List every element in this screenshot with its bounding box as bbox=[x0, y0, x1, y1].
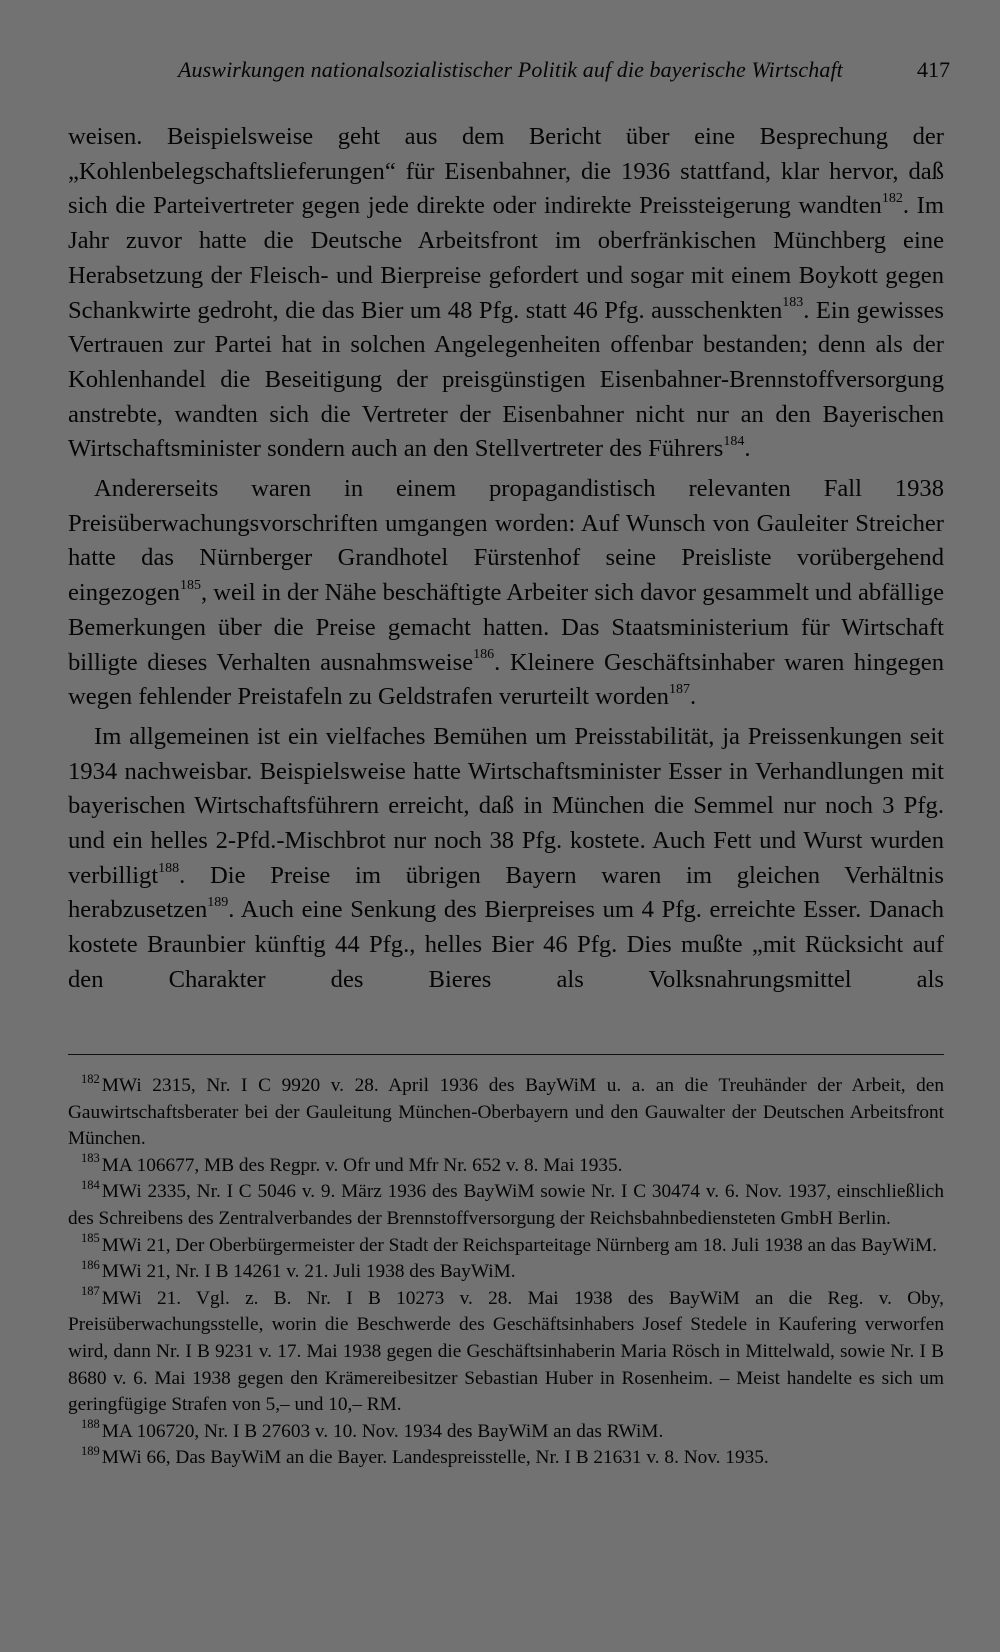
footnote-ref[interactable]: 189 bbox=[207, 895, 229, 911]
text-run: . Die Preise im übrigen Bayern waren im gleichen Verhältnis herabzusetzen bbox=[68, 861, 944, 924]
text-run: . Kleinere Geschäftsinhaber waren hingegen wegen fehlender Preistafeln zu Geldstrafen verurteilt worden bbox=[68, 648, 944, 711]
footnote-number: 184 bbox=[81, 1177, 100, 1192]
footnote-number: 183 bbox=[81, 1151, 100, 1166]
footnote-text: MWi 21. Vgl. z. B. Nr. I B 10273 v. 28. Mai 1938 des BayWiM an die Reg. v. Oby, Preisüberwachungsstelle, worin die Beschwerde des Geschäftsinhabers Josef Stedele in Kaufering verworfen wird, dann Nr. I B 9231 v. 17. Mai 1938 gegen die Geschäftsinhaberin Maria Rösch in Mittelwald, sowie Nr. I B 8680 v. 6. Mai 1938 gegen den Krämereibesitzer Sebastian Huber in Rosenheim. – Meist handelte es sich um geringfügige Strafen von 5,– und 10,– RM. bbox=[68, 1287, 944, 1416]
running-title: Auswirkungen nationalsozialistischer Politik auf die bayerische Wirtschaft bbox=[178, 57, 843, 82]
footnote-text: MA 106720, Nr. I B 27603 v. 10. Nov. 1934 des BayWiM an das RWiM. bbox=[101, 1420, 664, 1442]
footnote-number: 188 bbox=[81, 1417, 100, 1432]
footnote-text: MA 106677, MB des Regpr. v. Ofr und Mfr Nr. 652 v. 8. Mai 1935. bbox=[101, 1154, 623, 1176]
footnote-text: MWi 21, Nr. I B 14261 v. 21. Juli 1938 des BayWiM. bbox=[101, 1261, 516, 1283]
page-header bbox=[60, 52, 950, 92]
footnote-divider bbox=[68, 1054, 944, 1055]
footnote-ref[interactable]: 183 bbox=[782, 295, 804, 311]
text-run: . bbox=[689, 683, 697, 711]
footnotes bbox=[68, 1073, 944, 1472]
footnote-number: 187 bbox=[81, 1284, 100, 1299]
text-run: Andererseits waren in einem propagandistisch relevanten Fall 1938 Preisüberwachungsvorschriften umgangen worden: Auf Wunsch von Gauleiter Streicher hatte das Nürnberger Grandhotel Fürstenhof seine Preisliste vorübergehend eingezogen bbox=[68, 475, 944, 607]
footnote-ref[interactable]: 184 bbox=[723, 434, 745, 450]
text-run: , weil in der Nähe beschäftigte Arbeiter sich davor gesammelt und abfällige Bemerkungen über die Preise gemacht hatten. Das Staatsministerium für Wirtschaft billigte dieses Verhalten ausnahmsweise bbox=[68, 579, 944, 676]
page-number: 417 bbox=[917, 57, 950, 82]
footnote bbox=[68, 1233, 944, 1260]
footnote bbox=[68, 1073, 944, 1153]
body-text bbox=[68, 120, 944, 1003]
footnote-number: 182 bbox=[81, 1071, 100, 1086]
footnote bbox=[68, 1445, 944, 1472]
footnote-ref[interactable]: 185 bbox=[179, 577, 201, 593]
paragraph-3 bbox=[68, 720, 944, 998]
footnote bbox=[68, 1153, 944, 1180]
footnote bbox=[68, 1259, 944, 1286]
footnote-ref[interactable]: 186 bbox=[473, 647, 495, 663]
footnote-text: MWi 21, Der Oberbürgermeister der Stadt der Reichsparteitage Nürnberg am 18. Juli 1938 an das BayWiM. bbox=[101, 1234, 937, 1256]
text-run: . Auch eine Senkung des Bierpreises um 4 Pfg. erreichte Esser. Danach kostete Braunbier künftig 44 Pfg., helles Bier 46 Pfg. Dies mußte „mit Rücksicht auf den Charakter des Bieres als Volksnahrungsmittel als bbox=[68, 896, 944, 993]
footnote-text: MWi 66, Das BayWiM an die Bayer. Landespreisstelle, Nr. I B 21631 v. 8. Nov. 1935. bbox=[101, 1447, 769, 1469]
footnote-ref[interactable]: 188 bbox=[158, 860, 180, 876]
text-run: Im allgemeinen ist ein vielfaches Bemühen um Preisstabilität, ja Preissenkungen seit 1934 nachweisbar. Beispielsweise hatte Wirtschaftsminister Esser in Verhandlungen mit bayerischen Wirtschaftsführern erreicht, daß in München die Semmel nur noch 3 Pfg. und ein helles 2-Pfd.-Mischbrot nur noch 38 Pfg. kostete. Auch Fett und Wurst wurden verbilligt bbox=[68, 722, 944, 889]
footnote bbox=[68, 1179, 944, 1232]
text-run: . Im Jahr zuvor hatte die Deutsche Arbeitsfront im oberfränkischen Münchberg eine Herabsetzung der Fleisch- und Bierpreise gefordert und sogar mit einem Boykott gegen Schankwirte gedroht, die das Bier um 48 Pfg. statt 46 Pfg. ausschenkten bbox=[68, 192, 944, 324]
footnote-ref[interactable]: 187 bbox=[668, 682, 690, 698]
footnote bbox=[68, 1419, 944, 1446]
footnote-text: MWi 2335, Nr. I C 5046 v. 9. März 1936 des BayWiM sowie Nr. I C 30474 v. 6. Nov. 1937, einschließlich des Schreibens des Zentralverbandes der Brennstoffversorgung der Reichsbahnbediensteten GmbH Berlin. bbox=[68, 1181, 944, 1229]
footnote bbox=[68, 1286, 944, 1419]
paragraph-1 bbox=[68, 120, 944, 467]
footnote-ref[interactable]: 182 bbox=[881, 191, 903, 207]
footnote-number: 185 bbox=[81, 1231, 100, 1246]
text-run: weisen. Beispielsweise geht aus dem Bericht über eine Besprechung der „Kohlenbelegschaftslieferungen“ für Eisenbahner, die 1936 stattfand, klar hervor, daß sich die Parteivertreter gegen jede direkte oder indirekte Preissteigerung wandten bbox=[68, 123, 944, 220]
text-run: . Ein gewisses Vertrauen zur Partei hat in solchen Angelegenheiten offenbar bestanden; denn als der Kohlenhandel die Beseitigung der preisgünstigen Eisenbahner-Brennstoffversorgung anstrebte, wandten sich die Vertreter der Eisenbahner nicht nur an den Bayerischen Wirtschaftsminister sondern auch an den Stellvertreter des Führers bbox=[68, 296, 944, 463]
paragraph-2 bbox=[68, 472, 944, 715]
footnote-number: 186 bbox=[81, 1257, 100, 1272]
footnote-text: MWi 2315, Nr. I C 9920 v. 28. April 1936 des BayWiM u. a. an die Treuhänder der Arbeit, den Gauwirtschaftsberater bei der Gauleitung München-Oberbayern und den Gauwalter der Deutschen Arbeitsfront München. bbox=[68, 1075, 944, 1150]
text-run: . bbox=[744, 435, 751, 463]
footnote-number: 189 bbox=[81, 1443, 100, 1458]
